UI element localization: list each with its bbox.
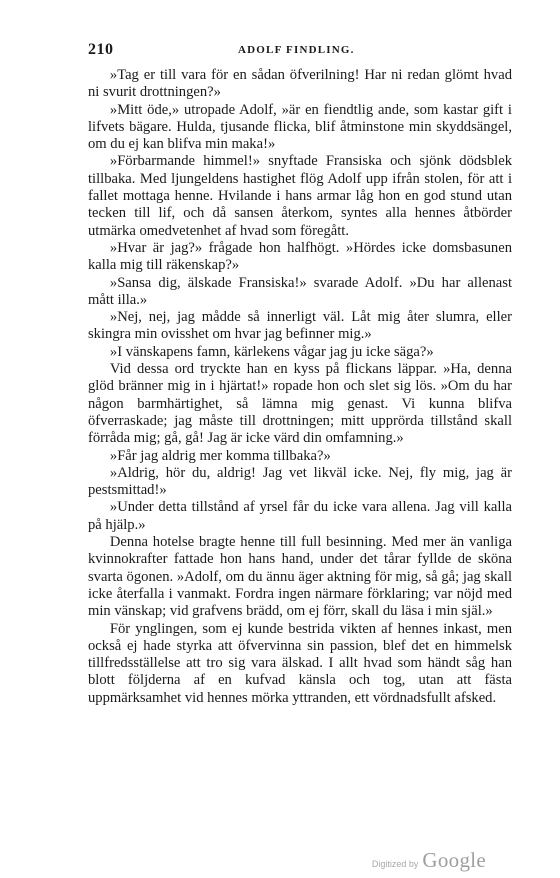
digitized-by-watermark xyxy=(372,848,486,870)
page-header xyxy=(88,41,512,63)
paragraph: »I vänskapens famn, kärlekens vågar jag ju icke säga?» xyxy=(109,343,434,360)
paragraph: »Sansa dig, älskade Fransiska!» svarade Adolf. »Du har allenast mått illa.» xyxy=(88,274,512,308)
paragraph: »Tag er till vara för en sådan öfverilning! Har ni redan glömt hvad ni svurit drottningen?» xyxy=(88,67,512,101)
google-logo: Google xyxy=(422,848,486,872)
paragraph: »Förbarmande himmel!» snyftade Fransiska och sjönk dödsblek tillbaka. Med ljungeldens hastighet flög Adolf upp ifrån stolen, för att i fallet mottaga henne. Hvilande i hans armar låg hon en god stund utan tecken till lif, och då sansen återkom, syntes alla hennes åtbörder utmärka omedvetenhet af hvad som föregått. xyxy=(88,153,512,239)
digitized-label: Digitized by xyxy=(371,859,419,869)
page-number: 210 xyxy=(88,41,114,58)
paragraph: »Mitt öde,» utropade Adolf, »är en fiendtlig ande, som kastar gift i lifvets bägare. Hulda, tjusande flicka, blif åtminstone min skyddsängel, om du ej kan blifva min maka!» xyxy=(88,101,512,153)
paragraph: För ynglingen, som ej kunde bestrida vikten af hennes inkast, men också ej hade styrka att öfvervinna sin passion, blef det en himmelsk tillfredsställelse att tro sig vara älskad. I allt hvad som händt såg han blott följderna af en kufvad känsla och tog, utan att fästa uppmärksamhet vid hennes mörka yttranden, ett vördnadsfullt afsked. xyxy=(88,620,512,706)
paragraph: »Nej, nej, jag mådde så innerligt väl. Låt mig åter slumra, eller skingra min ovisshet om hvar jag befinner mig.» xyxy=(88,309,512,343)
paragraph: »Under detta tillstånd af yrsel får du icke vara allena. Jag vill kalla på hjälp.» xyxy=(88,499,512,533)
paragraph: »Hvar är jag?» frågade hon halfhögt. »Hördes icke domsbasunen kalla mig till räkenskap?» xyxy=(88,239,512,274)
paragraph: »Får jag aldrig mer komma tillbaka?» xyxy=(109,447,331,464)
paragraph: Vid dessa ord tryckte han en kyss på flickans läppar. »Ha, denna glöd bränner mig in i hjärtat!» ropade hon och slet sig lös. »Om du har någon barmhärtighet, så lämna mig genast. Vi kunna blifva öfverraskade; jag måste till drottningen; mitt upprörda tillstånd skall förråda mig; gå, gå! Jag är icke värd din omfamning.» xyxy=(88,361,512,447)
paragraph: Denna hotelse bragte henne till full besinning. Med mer än vanliga kvinnokrafter fattade hon hans hand, under det tårar fyllde de sköna svarta ögonen. »Adolf, om du ännu äger aktning för mig, så gå; jag skall icke återfalla i vanmakt. Fordra ingen närmare förklaring; var nöjd med min vänskap; vid grafvens brädd, om ej förr, skall du läsa i min själ.» xyxy=(88,534,512,620)
body-text xyxy=(88,67,512,707)
running-title: ADOLF FINDLING. xyxy=(238,44,355,56)
paragraph: »Aldrig, hör du, aldrig! Jag vet likväl icke. Nej, fly mig, jag är pestsmittad!» xyxy=(88,464,512,499)
